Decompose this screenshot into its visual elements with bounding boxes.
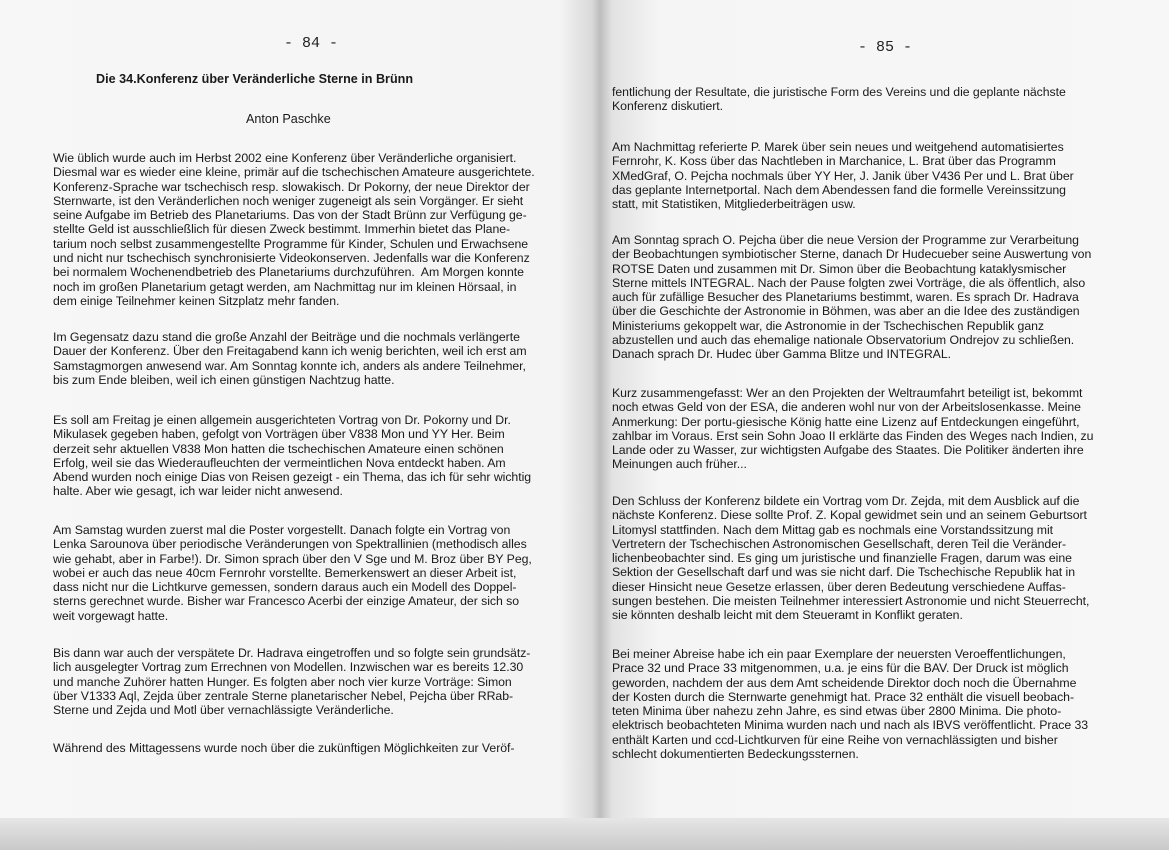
paragraph: Während des Mittagessens wurde noch über die zukünftigen Möglichkeiten zur Veröf- xyxy=(53,741,515,755)
article-title: Die 34.Konferenz über Veränderliche Sterne in Brünn xyxy=(96,72,414,86)
paragraph: Am Samstag wurden zuerst mal die Poster vorgestellt. Danach folgte ein Vortrag von Lenka Sarounova über periodische Veränderungen von Spektrallinien (methodisch alles wie gehabt, aber in Farbe!). Dr. Simon sprach über den V Sge und M. Broz über BY Peg, wobei er auch das neue 40cm Fernrohr vorstellte. Bemerkenswert an dieser Arbeit ist, dass nicht nur die Lichtkurve gemessen, sondern daraus auch ein Modell des Doppel- sterns gerechnet wurde. Bisher war Francesco Acerbi der einzige Amateur, der sich so weit vorgewagt hatte. xyxy=(53,523,532,623)
paragraph: Den Schluss der Konferenz bildete ein Vortrag vom Dr. Zejda, mit dem Ausblick auf die nächste Konferenz. Diese sollte Prof. Z. Kopal gewidmet sein und an seinem Geburtsort Litomysl stattfinden. Nach dem Mittag gab es nochmals eine Vorstandssitzung mit Vertretern der Tschechischen Astronomischen Gesellschaft, deren Teil die Veränder- lichenbeobachter sind. Es ging um juristische und finanzielle Fragen, darum was eine Sektion der Gesellschaft darf und was sie nicht darf. Die Tschechische Republik hat in dieser Hinsicht neue Gesetze erlassen, über deren Bedeutung verschiedene Auffas- sungen bestehen. Die meisten Teilnehmer interessiert Astronomie und nicht Steuerrecht, sie könnten deshalb leicht mit dem Steueramt in Konflikt geraten. xyxy=(612,494,1090,623)
paragraph: Es soll am Freitag je einen allgemein ausgerichteten Vortrag von Dr. Pokorny und Dr. Mikulasek gegeben haben, gefolgt von Vorträgen über V838 Mon und YY Her. Beim derzeit sehr aktuellen V838 Mon hatten die tschechischen Amateure einen schönen Erfolg, weil sie das Wiederaufleuchten der vermeintlichen Nova entdeckt haben. Am Abend wurden noch einige Dias von Reisen gezeigt - ein Thema, das ich für sehr wichtig halte. Aber wie gesagt, ich war leider nicht anwesend. xyxy=(53,413,532,499)
paragraph: Wie üblich wurde auch im Herbst 2002 eine Konferenz über Veränderliche organisiert. Diesmal war es wieder eine kleine, primär auf die tschechischen Amateure ausgerichtete. Konferenz-Sprache war tschechisch resp. slowakisch. Dr Pokorny, der neue Direktor der Sternwarte, ist den Veränderlichen noch weniger zugeneigt als sein Vorgänger. Er sieht seine Aufgabe im Betrieb des Planetariums. Das von der Stadt Brünn zur Verfügung ge- stellte Geld ist ausschließlich für diesen Zweck bestimmt. Immerhin bietet das Plane- tarium noch selbst zusammengestellte Programme für Kinder, Schulen und Erwachsene und nicht nur tschechisch synchronisierte Videokonserven. Jedenfalls war die Konferenz bei normalem Wochenendbetrieb des Planetariums durchzuführen. Am Morgen konnte noch im großen Planetarium getagt werden, am Nachmittag nur im kleinen Hörsaal, in dem einige Teilnehmer keinen Sitzplatz mehr fanden. xyxy=(53,151,535,308)
page-number: - 85 - xyxy=(858,39,913,56)
paragraph: Bei meiner Abreise habe ich ein paar Exemplare der neuersten Veroeffentlichungen, Prace 32 und Prace 33 mitgenommen, u.a. je eins für die BAV. Der Druck ist möglich geworden, nachdem der aus dem Amt scheidende Direktor doch noch die Übernahme der Kosten durch die Sternwarte genehmigt hat. Prace 32 enthält die visuell beobach- teten Minima über nahezu zehn Jahre, es sind etwas über 2800 Minima. Die photo- elektrisch beobachteten Minima wurden nach und nach als IBVS veröffentlicht. Prace 33 enthält Karten und ccd-Lichtkurven für eine Reihe von vernachlässigten und bisher schlecht dokumentierten Bedeckungssternen. xyxy=(612,647,1089,762)
paragraph: Bis dann war auch der verspätete Dr. Hadrava eingetroffen und so folgte sein grundsätz- lich ausgelegter Vortrag zum Errechnen von Modellen. Inzwischen war es bereits 12.30 und manche Zuhörer hatten Hunger. Es folgten aber noch vier kurze Vorträge: Simon über V1333 Aql, Zejda über zentrale Sterne planetarischer Nebel, Pejcha über RRab- Sterne und Zejda und Motl über vernachlässigte Veränderliche. xyxy=(53,646,531,718)
article-author: Anton Paschke xyxy=(246,112,331,126)
paragraph: Im Gegensatz dazu stand die große Anzahl der Beiträge und die nochmals verlängerte Dauer der Konferenz. Über den Freitagabend kann ich wenig berichten, weil ich erst am Samstagmorgen anwesend war. Am Sonntag konnte ich, anders als andere Teilnehmer, bis zum Ende bleiben, weil ich einen günstigen Nachtzug hatte. xyxy=(53,330,527,387)
paragraph: fentlichung der Resultate, die juristische Form des Vereins und die geplante nächste Konferenz diskutiert. xyxy=(612,85,1066,114)
paragraph: Am Nachmittag referierte P. Marek über sein neues und weitgehend automatisiertes Fernrohr, K. Koss über das Nachtleben in Marchanice, L. Brat über das Programm XMedGraf, O. Pejcha nochmals über YY Her, J. Janik über V436 Per und L. Brat über das geplante Internetportal. Nach dem Abendessen fand die formelle Vereinssitzung statt, mit Statistiken, Mitgliederbeiträgen usw. xyxy=(612,140,1074,212)
paragraph: Am Sonntag sprach O. Pejcha über die neue Version der Programme zur Verarbeitung der Beobachtungen symbiotischer Sterne, danach Dr Hudecueber seine Auswertung von ROTSE Daten und zusammen mit Dr. Simon über die Beobachtung kataklysmischer Sterne mittels INTEGRAL. Nach der Pause folgten zwei Vorträge, die als öffentlich, also auch für zufällige Besucher des Planetariums bestimmt, waren. Es sprach Dr. Hadrava über die Geschichte der Astronomie in Böhmen, was aber an die Idee des zuständigen Ministeriums gekoppelt war, die Astronomie in der Tschechischen Republik ganz abzustellen und auch das ehemalige nationale Observatorium Ondrejov zu schließen. Danach sprach Dr. Hudec über Gamma Blitze und INTEGRAL. xyxy=(612,233,1092,362)
page-number: - 84 - xyxy=(284,35,339,52)
scan-edge-shadow xyxy=(0,818,1169,850)
paragraph: Kurz zusammengefasst: Wer an den Projekten der Weltraumfahrt beteiligt ist, bekommt noch etwas Geld von der ESA, die anderen wohl nur von der Arbeitslosenkasse. Meine Anmerkung: Der portu-giesische König hatte eine Lizenz auf Entdeckungen eingeführt, zahlbar im Voraus. Erst sein Sohn Joao II erklärte das Finden des Weges nach Indien, zu Lande oder zu Wasser, zur wichtigsten Aufgabe des Staates. Die Politiker änderten ihre Meinungen auch früher... xyxy=(612,386,1094,472)
